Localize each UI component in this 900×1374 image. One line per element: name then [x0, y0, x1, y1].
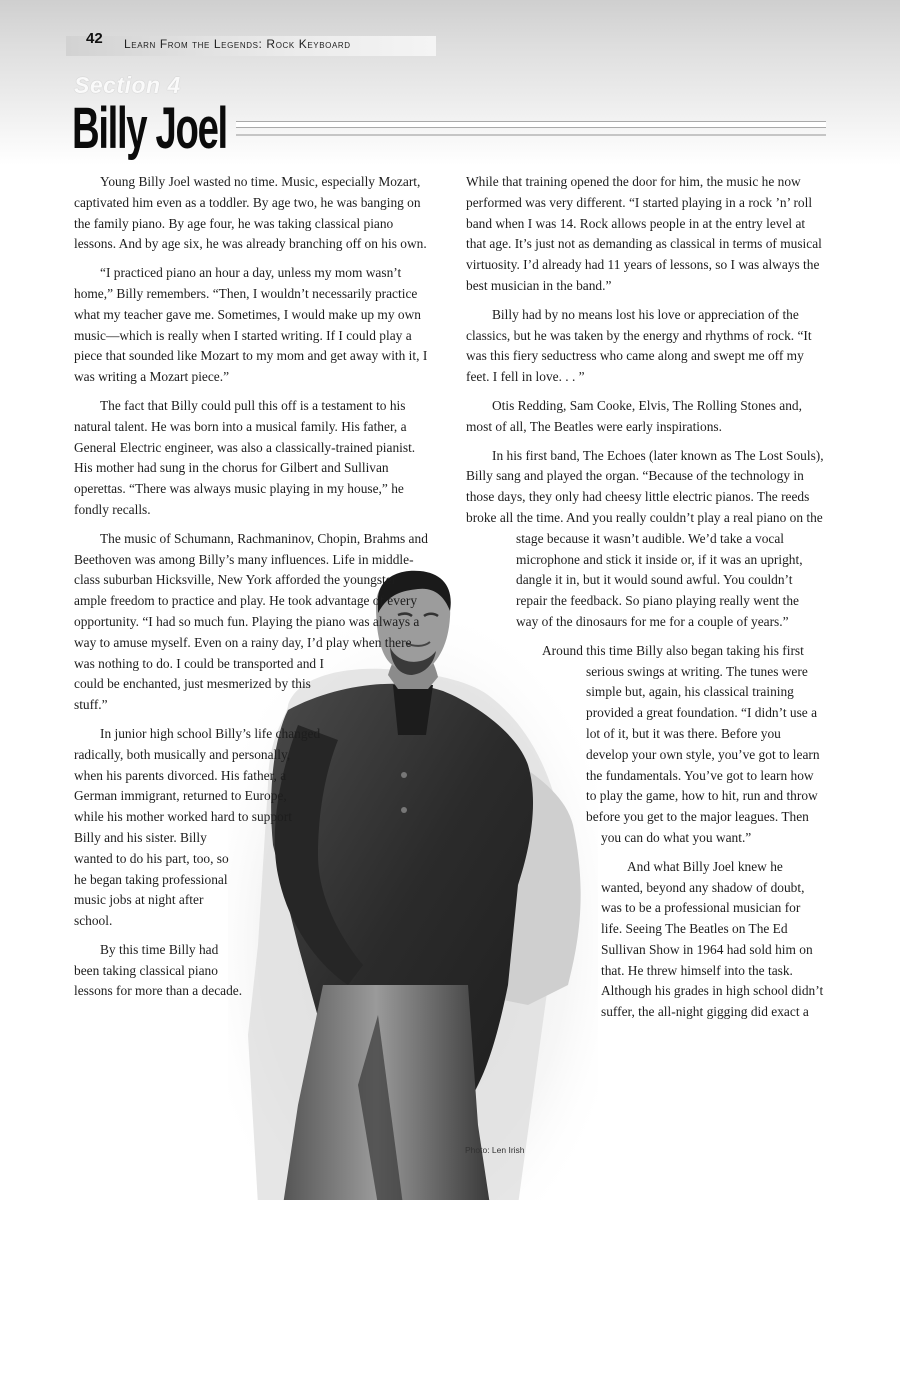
- photo-credit: Photo: Len Irish: [465, 1145, 525, 1155]
- page-title: Billy Joel: [72, 96, 227, 161]
- paragraph: Otis Redding, Sam Cooke, Elvis, The Rolling Stones and, most of all, The Beatles were early inspirations.: [466, 397, 802, 434]
- wrap-spacer: [244, 834, 434, 1174]
- paragraph: While that training opened the door for him, the music he now performed was very different. “I started playing in a rock ’n’ roll band when I was 14. Rock allows people in at the entry level at that age. It’s just not as demanding as classical in terms of musical virtuosity. I’d already had 11 years of lessons, so I was always the best musician in the band.”: [466, 174, 822, 293]
- paragraph: “I practiced piano an hour a day, unless my mom wasn’t home,” Billy remembers. “Then, I wouldn’t necessarily practice what my teacher gave me. Sometimes, I would make up my own music—which is really when I started writing. If I could play a piece that sounded like Mozart to my mom and get away with it, I was writing a Mozart piece.”: [74, 265, 428, 385]
- left-column: [74, 172, 434, 1374]
- paragraph: In his first band, The Echoes (later known as The Lost Souls), Billy sang and played the organ. “Because of the technology in those days, they only had cheesy little electric pianos. The reeds broke all the time. And you really couldn’t play a real piano on the stage because it wasn’t audible. We’d take a vocal microphone and stick it inside or, if it was an upright, dangle it in, but it would sound awful. You couldn’t repair the feedback. So piano playing really went the way of the dinosaurs for me for a couple of years.”: [466, 447, 824, 629]
- paragraph: Around this time Billy also began taking his first serious swings at writing. The tunes were simple but, again, his classical training provided a great foundation. “I didn’t use a lot of it, but it was there. Before you develop your own style, you’ve got to learn the fundamentals. You’ve got to learn how to play the game, how to hit, run and throw before you get to the major leagues. Then you can do what you want.”: [542, 642, 820, 845]
- paragraph: By this time Billy had been taking classical piano lessons for more than a decade.: [74, 941, 243, 999]
- wrap-spacer: [466, 678, 586, 828]
- wrap-spacer: [466, 1008, 571, 1088]
- page-number: 42: [86, 30, 103, 47]
- wrap-spacer: [466, 548, 516, 678]
- paragraph: The fact that Billy could pull this off is a testament to his natural talent. He was born into a musical family. His father, a General Electric engineer, was also a classically-trained pianist. His mother had sung in the chorus for Gilbert and Sullivan operettas. “There was always music playing in my house,” he fondly recalls.: [74, 397, 416, 517]
- title-rule-secondary: [236, 134, 826, 136]
- paragraph: Young Billy Joel wasted no time. Music, especially Mozart, captivated him even as a toddler. By age two, he was banging on the family piano. By age four, he was taking classical piano lessons. And by age six, he was already branching off on his own.: [74, 174, 427, 252]
- wrap-spacer: [214, 1174, 434, 1374]
- paragraph: In junior high school Billy’s life changed radically, both musically and personally, when his parents divorced. His father, a German immigrant, returned to Europe, while his mother worked hard to support Billy and his sister. Billy wanted to do his part, too, so he began taking professional music jobs at night after school.: [74, 725, 321, 929]
- right-column: [466, 172, 824, 1218]
- paragraph: And what Billy Joel knew he wanted, beyond any shadow of doubt, was to be a professional musician for life. Seeing The Beatles on The Ed Sullivan Show in 1964 had sold him on that. He threw himself into the task. Although his grades in high school didn’t suffer, the all-night gigging did exact a: [601, 858, 824, 1020]
- wrap-spacer: [466, 828, 601, 1008]
- section-label: Section 4: [74, 72, 181, 98]
- running-head: Learn From the Legends: Rock Keyboard: [124, 37, 351, 51]
- title-rule: [236, 121, 826, 128]
- paragraph: Billy had by no means lost his love or appreciation of the classics, but he was taken by the energy and rhythms of rock. “It was this fiery seductress who came along and swept me off my feet. I fell in love. . . ”: [466, 306, 812, 385]
- wrap-spacer: [334, 672, 434, 752]
- wrap-spacer: [309, 752, 434, 834]
- paragraph: The music of Schumann, Rachmaninov, Chopin, Brahms and Beethoven was among Billy’s many influences. Life in middle-class suburban Hicksville, New York afforded the youngster ample freedom to practice and play. He took advantage of every opportunity. “I had so much fun. Playing the piano was always a way to amuse myself. Even on a rainy day, I’d play when there was nothing to do. I could be transported and I could be enchanted, just mesmerized by this stuff.”: [74, 530, 428, 713]
- wrap-spacer: [424, 572, 434, 672]
